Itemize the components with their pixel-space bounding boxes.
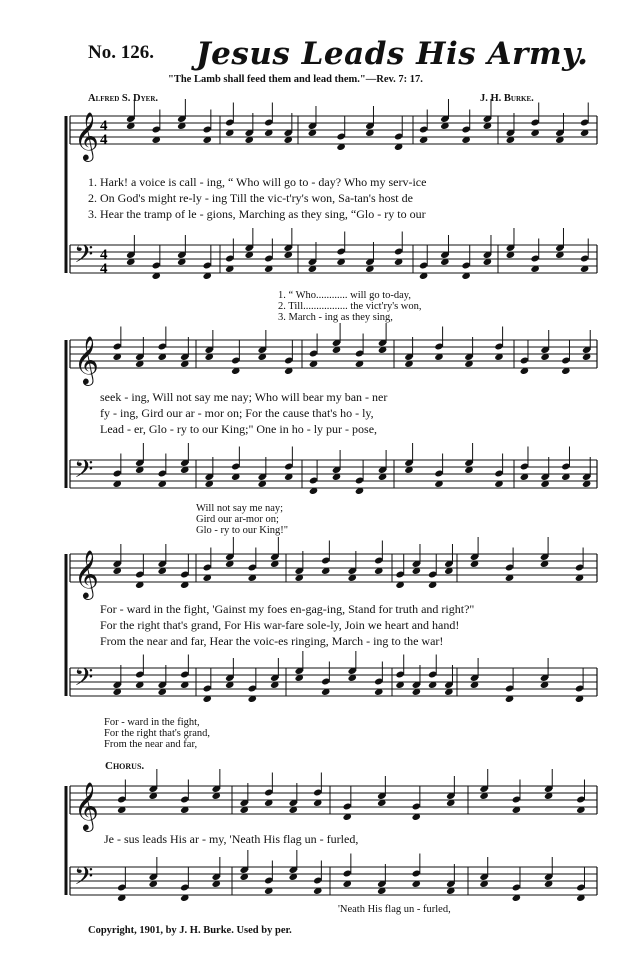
- bass-clef-icon: 𝄢: [74, 240, 94, 275]
- bass-clef-icon: 𝄢: [74, 663, 94, 698]
- verse-line: 1. Hark! a voice is call - ing, “ Who will go to - day? Who my serv-ice: [88, 175, 427, 189]
- bass-words-line: Will not say me nay;: [196, 503, 284, 514]
- bass-words-line: For - ward in the fight,: [104, 717, 200, 728]
- bass-words-line: 'Neath His flag un - furled,: [338, 904, 451, 915]
- hymn-number: No. 126.: [88, 42, 154, 63]
- scripture-reference: "The Lamb shall feed them and lead them."—Rev. 7: 17.: [168, 74, 423, 85]
- treble-clef-icon: 𝄞: [74, 111, 99, 160]
- time-signature: 4: [100, 247, 108, 263]
- treble-clef-icon: 𝄞: [74, 781, 99, 830]
- bass-words-line: From the near and far,: [104, 739, 198, 750]
- copyright-notice: Copyright, 1901, by J. H. Burke. Used by per.: [88, 925, 292, 936]
- bass-words-line: 1. “ Who............ will go to-day,: [278, 290, 411, 301]
- verse-line: For - ward in the fight, 'Gainst my foes en-gag-ing, Stand for truth and right?": [100, 602, 475, 616]
- verse-line: Je - sus leads His ar - my, 'Neath His flag un - furled,: [104, 832, 359, 846]
- verse-line: fy - ing, Gird our ar - mor on; For the cause that's ho - ly,: [100, 406, 374, 420]
- time-signature: 4: [100, 261, 108, 277]
- chorus-label: Chorus.: [105, 760, 145, 772]
- author-credit: Alfred S. Dyer.: [88, 93, 159, 104]
- composer-credit: J. H. Burke.: [480, 93, 534, 104]
- verse-line: 3. Hear the tramp of le - gions, Marching as they sing, “Glo - ry to our: [88, 207, 426, 221]
- bass-words-line: Gird our ar-mor on;: [196, 514, 279, 525]
- verse-line: For the right that's grand, For His war-fare sole-ly, Join we heart and hand!: [100, 618, 460, 632]
- treble-clef-icon: 𝄞: [74, 549, 99, 598]
- verse-line: From the near and far, Hear the voic-es ringing, March - ing to the war!: [100, 634, 444, 648]
- bass-words-line: 3. March - ing as they sing,: [278, 312, 393, 323]
- verse-line: Lead - er, Glo - ry to our King;" One in ho - ly pur - pose,: [100, 422, 378, 436]
- treble-clef-icon: 𝄞: [74, 335, 99, 384]
- bass-clef-icon: 𝄢: [74, 455, 94, 490]
- time-signature: 4: [100, 118, 108, 134]
- verse-line: 2. On God's might re-ly - ing Till the vic-t'ry's won, Sa-tan's host de: [88, 191, 413, 205]
- time-signature: 4: [100, 132, 108, 148]
- bass-words-line: For the right that's grand,: [104, 728, 210, 739]
- bass-words-line: 2. Till................. the vict'ry's won,: [278, 301, 422, 312]
- bass-words-line: Glo - ry to our King!": [196, 525, 289, 536]
- bass-clef-icon: 𝄢: [74, 862, 94, 897]
- verse-line: seek - ing, Will not say me nay; Who will bear my ban - ner: [100, 390, 388, 404]
- hymn-title: Jesus Leads His Army.: [196, 36, 589, 72]
